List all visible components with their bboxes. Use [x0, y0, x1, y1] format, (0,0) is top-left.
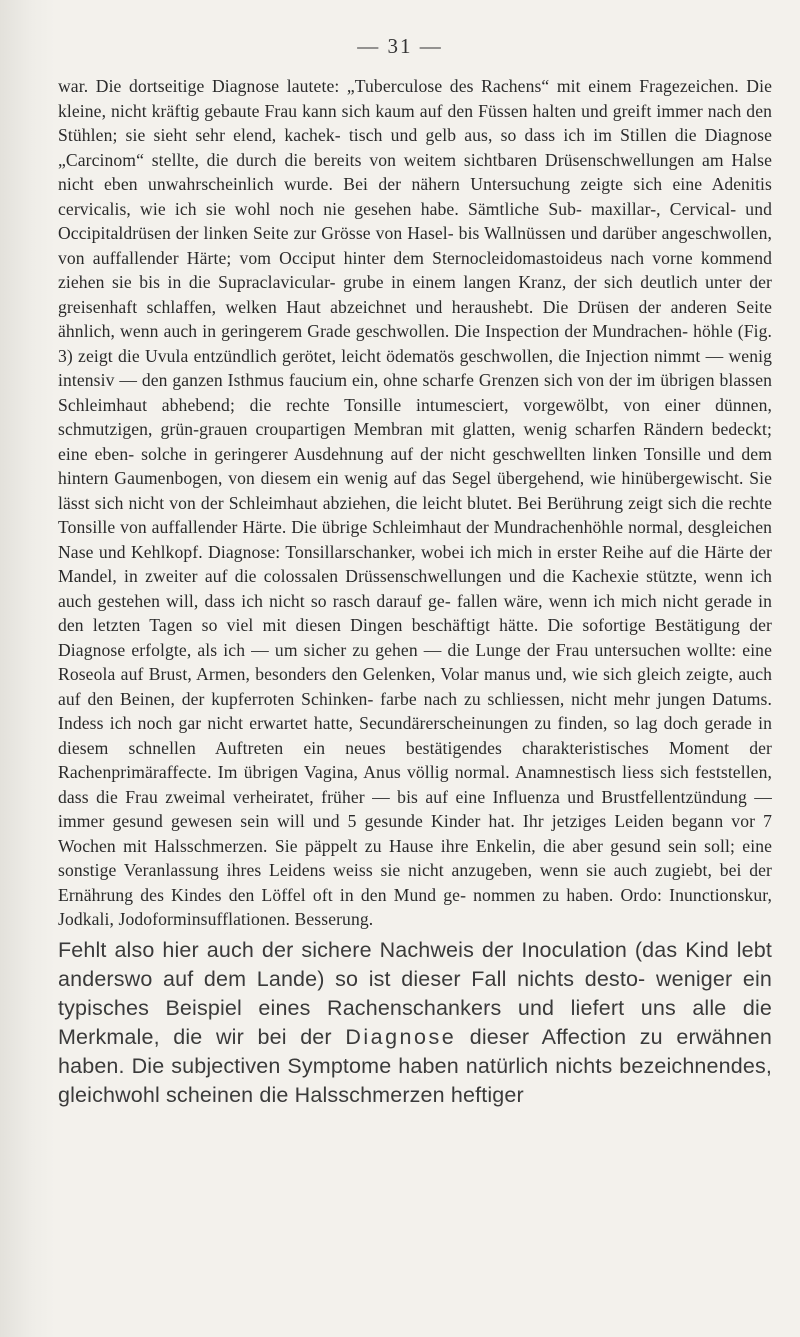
body-text [58, 74, 772, 1110]
paragraph-case-report: war. Die dortseitige Diagnose lautete: „Tuberculose des Rachens“ mit einem Fragezeichen. Die kleine, nicht kräftig gebaute Frau kann sich kaum auf den Füssen halten und greift immer nach den Stühlen; sie sieht sehr elend, kachek- tisch und gelb aus, so dass ich im Stillen die Diagnose „Carcinom“ stellte, die durch die bereits von weitem sichtbaren Drüsenschwellungen am Halse nicht eben unwahrscheinlich wurde. Bei der nähern Untersuchung zeigte sich eine Adenitis cervicalis, wie ich sie wohl noch nie gesehen habe. Sämtliche Sub- maxillar-, Cervical- und Occipitaldrüsen der linken Seite zur Grösse von Hasel- bis Wallnüssen und darüber angeschwollen, von auffallender Härte; vom Occiput hinter dem Sternocleidomastoideus nach vorne kommend ziehen sie bis in die Supraclavicular- grube in einem langen Kranz, der sich deutlich unter der greisenhaft schlaffen, welken Haut abzeichnet und heraushebt. Die Drüsen der anderen Seite ähnlich, wenn auch in geringerem Grade geschwollen. Die Inspection der Mundrachen- höhle (Fig. 3) zeigt die Uvula entzündlich gerötet, leicht ödematös geschwollen, die Injection nimmt — wenig intensiv — den ganzen Isthmus faucium ein, ohne scharfe Grenzen sich von der im übrigen blassen Schleimhaut abhebend; die rechte Tonsille intumesciert, vorgewölbt, von einer dünnen, schmutzigen, grün-grauen croupartigen Membran mit glatten, wenig scharfen Rändern bedeckt; eine eben- solche in geringerer Ausdehnung auf der nicht geschwellten linken Tonsille und dem hintern Gaumenbogen, von diesem ein wenig auf das Segel übergehend, wie hinübergewischt. Sie lässt sich nicht von der Schleimhaut abziehen, die leicht blutet. Bei Berührung zeigt sich die rechte Tonsille von auffallender Härte. Die übrige Schleimhaut der Mundrachenhöhle normal, desgleichen Nase und Kehlkopf. Diagnose: Tonsillarschanker, wobei ich mich in erster Reihe auf die Härte der Mandel, in zweiter auf die colossalen Drüssenschwellungen und die Kachexie stützte, wenn ich auch gestehen will, dass ich nicht so rasch darauf ge- fallen wäre, wenn ich mich nicht gerade in den letzten Tagen so viel mit diesen Dingen beschäftigt hätte. Die sofortige Bestätigung der Diagnose erfolgte, als ich — um sicher zu gehen — die Lunge der Frau untersuchen wollte: eine Roseola auf Brust, Armen, besonders den Gelenken, Volar manus und, wie sich gleich zeigte, auch auf den Beinen, der kupferroten Schinken- farbe nach zu schliessen, nicht mehr jungen Datums. Indess ich noch gar nicht erwartet hatte, Secundärerscheinungen zu finden, so lag doch gerade in diesem schnellen Auftreten ein neues bestätigendes charakteristisches Moment der Rachenprimäraffecte. Im übrigen Vagina, Anus völlig normal. Anamnestisch liess sich feststellen, dass die Frau zweimal verheiratet, früher — bis auf eine Influenza und Brustfellentzündung — immer gesund gewesen sein will und 5 gesunde Kinder hat. Ihr jetziges Leiden begann vor 7 Wochen mit Halsschmerzen. Sie päppelt zu Hause ihre Enkelin, die aber gesund sein soll; eine sonstige Veranlassung ihres Leidens weiss sie nicht anzugeben, wenn sie auch zugiebt, bei der Ernährung des Kindes den Löffel oft in den Mund ge- nommen zu haben. Ordo: Inunctionskur, Jodkali, Jodoforminsufflationen. Besserung. [58, 76, 772, 929]
paragraph-discussion [58, 936, 772, 1110]
spaced-word-diagnose: Diagnose [345, 1024, 457, 1049]
discussion-text-start: Fehlt also hier auch der sichere Nachweis der Inoculation (das Kind lebt anderswo auf dem Lande) so ist dieser Fall nichts desto- weniger ein typisches Beispiel eines Rachenschankers und liefert uns alle die Merkmale, die wir bei der [58, 937, 772, 1049]
discussion-text-end: dieser Affection zu erwähnen haben. Die subjectiven Symptome haben natürlich nichts bezeichnendes, gleichwohl scheinen die Halsschmerzen heftiger [58, 1024, 772, 1107]
page-number-header: — 31 — [357, 34, 443, 58]
page-edge-shadow [0, 0, 55, 1337]
discussion-section [58, 936, 772, 1110]
